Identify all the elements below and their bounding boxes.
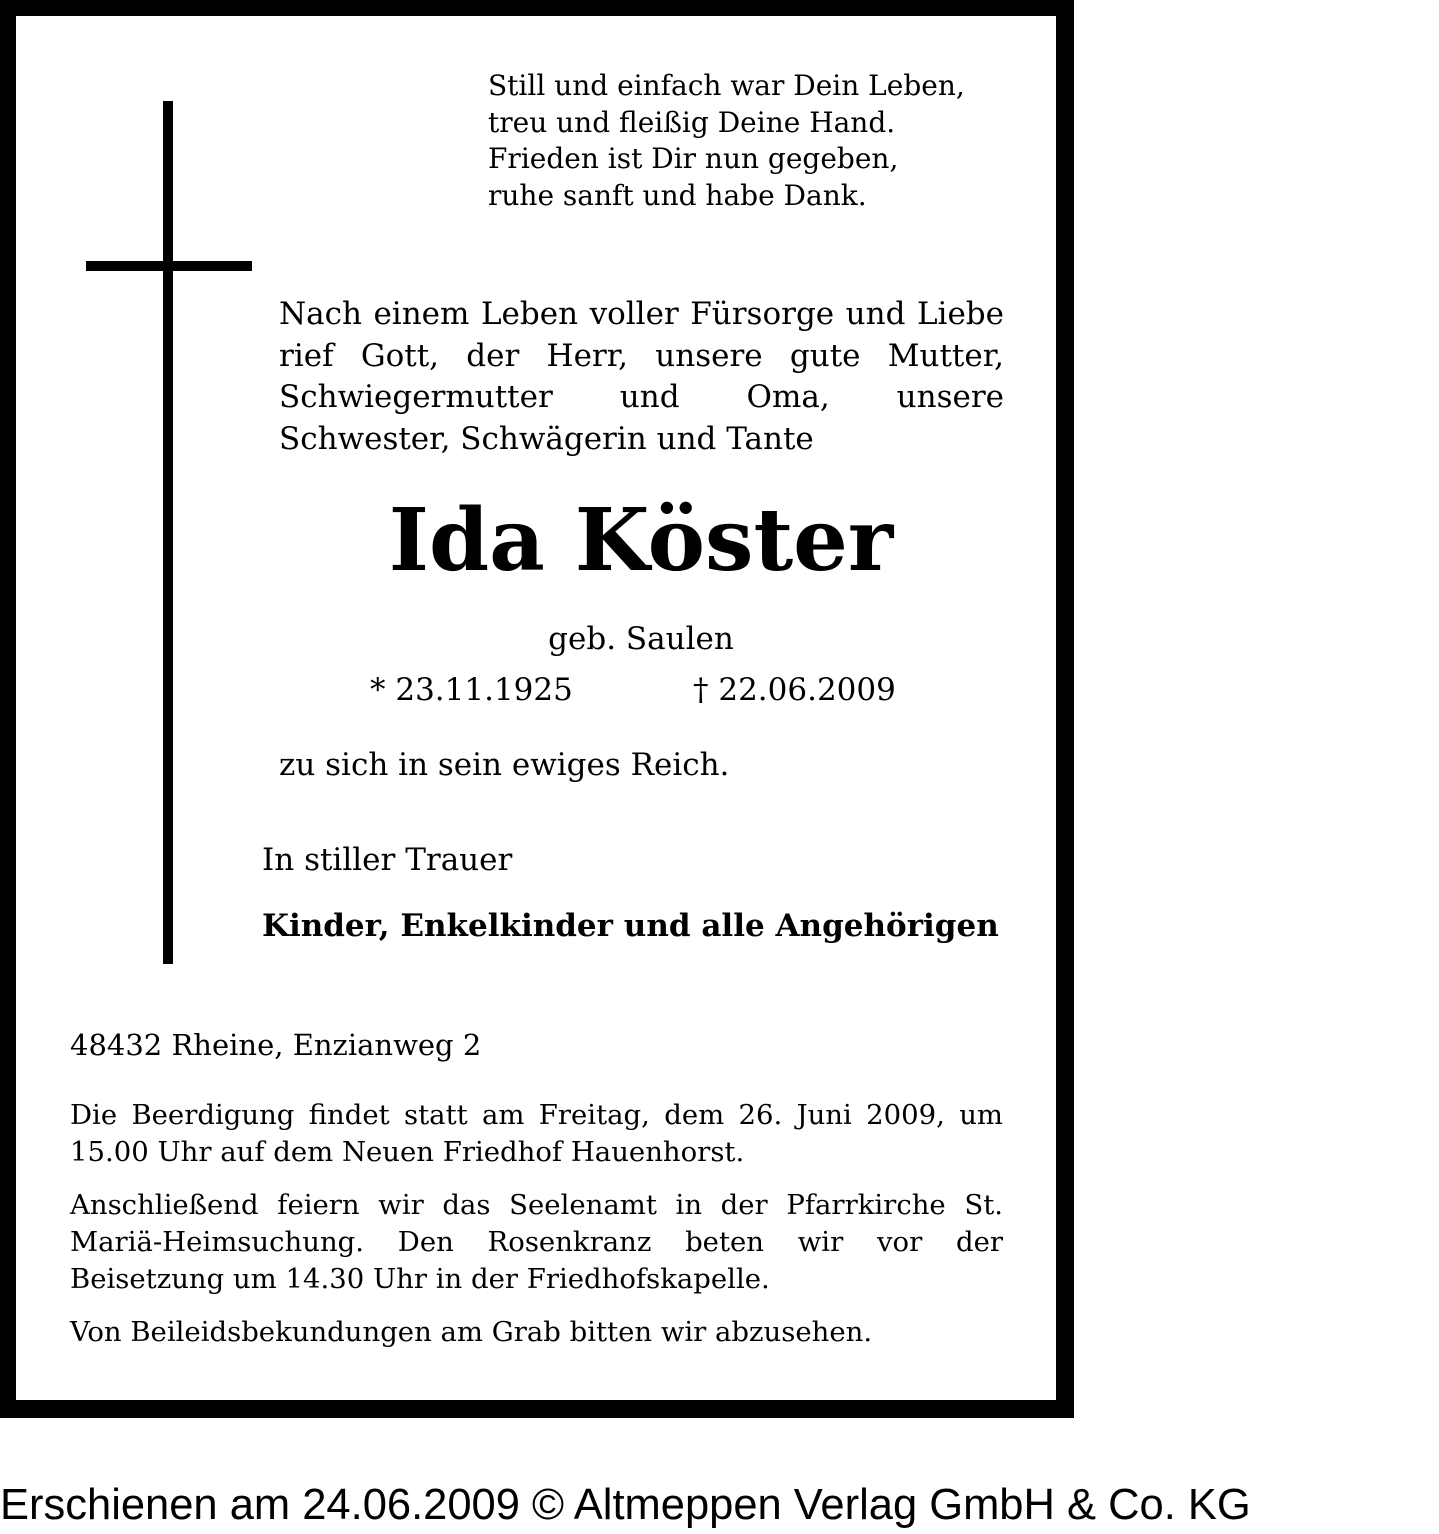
outro-text: zu sich in sein ewiges Reich.: [279, 747, 730, 783]
death-date: † 22.06.2009: [693, 672, 896, 708]
poem-line: Still und einfach war Dein Leben,: [488, 69, 965, 102]
publication-footer: Erschienen am 24.06.2009 © Altmeppen Verlag GmbH & Co. KG: [0, 1481, 1251, 1529]
intro-text: Nach einem Leben voller Fürsorge und Liebe rief Gott, der Herr, unsere gute Mutter, Schwiegermutter und Oma, unsere Schwester, Schwägerin und Tante: [279, 296, 1004, 457]
poem-line: ruhe sanft und habe Dank.: [488, 178, 867, 212]
funeral-info: Die Beerdigung findet statt am Freitag, dem 26. Juni 2009, um 15.00 Uhr auf dem Neuen Friedhof Hauenhorst.: [70, 1099, 1003, 1168]
mourners-signature: Kinder, Enkelkinder und alle Angehörigen: [262, 908, 999, 944]
address: 48432 Rheine, Enzianweg 2: [70, 1028, 482, 1062]
maiden-name: geb. Saulen: [548, 621, 734, 657]
poem: [488, 68, 1028, 214]
poem-line: Frieden ist Dir nun gegeben,: [488, 142, 899, 175]
condolence-info: Von Beileidsbekundungen am Grab bitten wir abzusehen.: [70, 1316, 873, 1348]
poem-line: treu und fleißig Deine Hand.: [488, 105, 896, 139]
deceased-name: Ida Köster: [388, 490, 894, 591]
mourning-line: In stiller Trauer: [262, 842, 513, 878]
birth-date: * 23.11.1925: [370, 672, 573, 708]
service-info: Anschließend feiern wir das Seelenamt in der Pfarrkirche St. Mariä-Heimsuchung. Den Rosenkranz beten wir vor der Beisetzung um 14.30 Uhr in der Friedhofskapelle.: [70, 1189, 1003, 1295]
cross-icon-horizontal-bar: [86, 261, 252, 271]
